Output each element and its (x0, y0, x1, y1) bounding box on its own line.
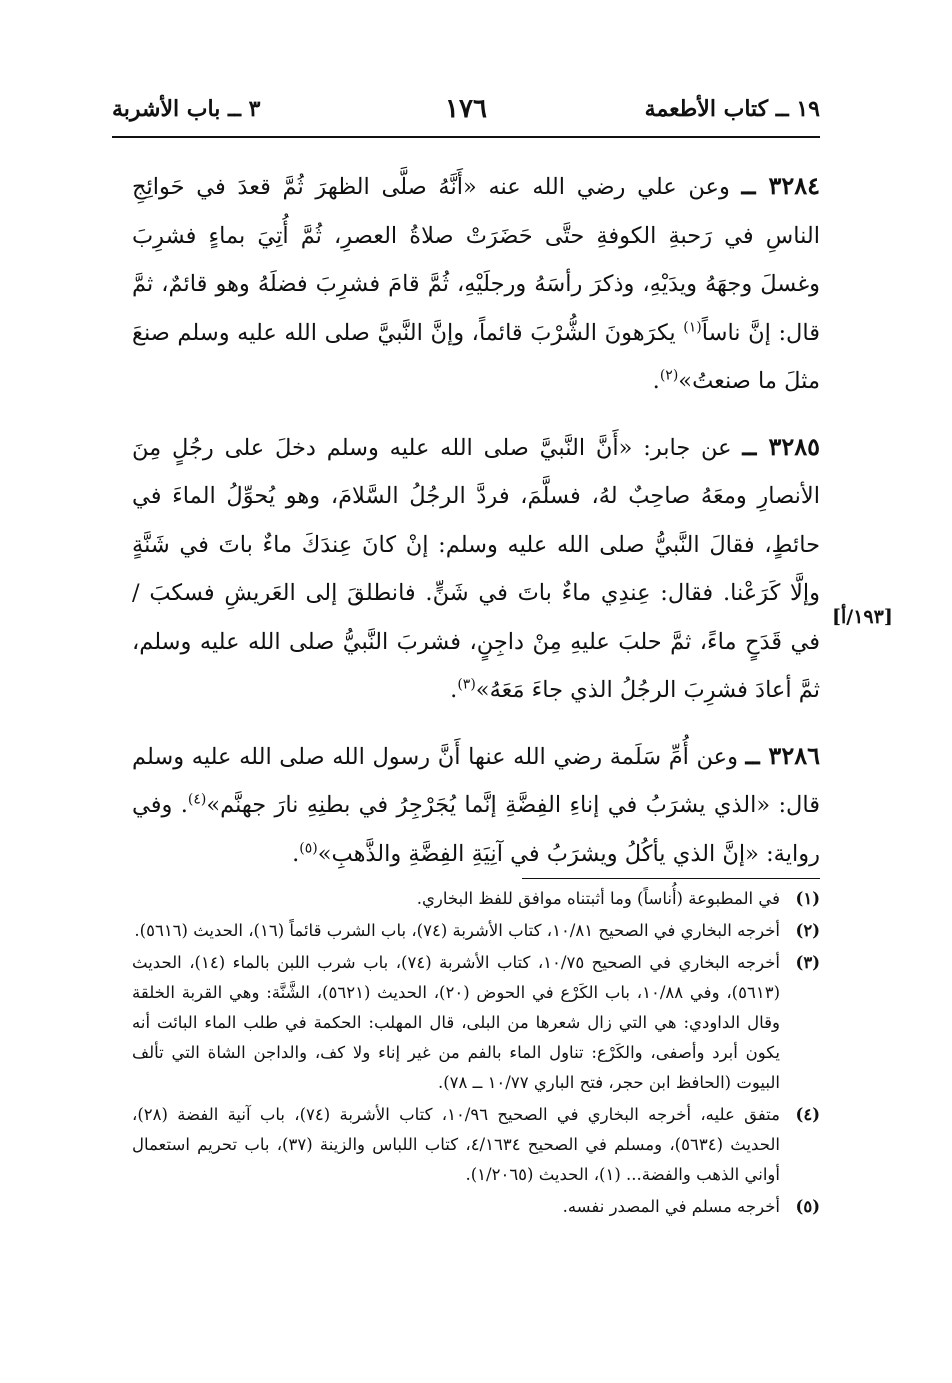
hadith-number: ٣٢٨٦ ــ (745, 740, 820, 770)
footnote-text: أخرجه البخاري في الصحيح ١٠/٧٥، كتاب الأشربة (٧٤)، باب شرب اللبن بالماء (١٤)، الحديث (٥٦١٣)، وفي ١٠/٨٨، باب الكَرْع في الحوض (٢٠)، الحديث (٥٦٢١)، الشَّنَّة: وهي القربة الخلقة وقال الداودي: هي التي زال شعرها من البلى، قال المهلب: الحكمة في طلب الماء البائت أنه يكون أبرد وأصفى، والكَرْع: تناول الماء بالفم من غير إناء ولا كف، والداجن الشاة التي تألف البيوت (الحافظ ابن حجر، فتح الباري ١٠/٧٧ ــ ٧٨). (132, 953, 781, 1092)
footnote (132, 916, 820, 946)
footnote-text: متفق عليه، أخرجه البخاري في الصحيح ١٠/٩٦، كتاب الأشربة (٧٤)، باب آنية الفضة (٢٨)، الحديث (٥٦٣٤)، ومسلم في الصحيح ٤/١٦٣٤، كتاب اللباس والزينة (٣٧)، باب تحريم استعمال أواني الذهب والفضة... (١)، الحديث (١/٢٠٦٥). (132, 1105, 780, 1184)
manuscript-folio-note: [١٩٣/أ] (832, 606, 893, 628)
footnote-number: (٢) (795, 921, 820, 940)
hadith-end: . (450, 677, 458, 703)
footnote (132, 884, 820, 914)
footnote-marker: (٥) (299, 840, 318, 856)
hadith-text-continued: . وفي رواية: «إنَّ الذي يأكُلُ ويشرَبُ في آنِيَةِ الفِضَّةِ والذَّهبِ» (132, 792, 820, 867)
hadith-3284 (132, 162, 820, 406)
footnote-marker: (٢) (659, 367, 679, 384)
hadith-end: . (652, 368, 660, 394)
running-header (112, 92, 820, 136)
footnote-number: (١) (795, 889, 820, 908)
hadith-3285 (132, 423, 820, 715)
footnote-marker: (٤) (187, 791, 207, 808)
page-number: ١٧٦ (445, 94, 487, 124)
footnote-text: في المطبوعة (أُناساً) وما أثبتناه موافق للفظ البخاري. (416, 889, 780, 908)
footnote-text: أخرجه مسلم في المصدر نفسه. (562, 1197, 780, 1216)
footnote-number: (٣) (795, 953, 820, 972)
footnote-marker: (١) (683, 319, 702, 335)
hadith-end: . (292, 840, 300, 867)
footnotes (132, 884, 820, 1224)
hadith-text: وعن علي رضي الله عنه «أَنَّهُ صلَّى الظهرَ ثُمَّ قعدَ في حَوائِجِ الناسِ في رَحبةِ الكوفةِ حتَّى حَضَرَتْ صلاةُ العصرِ، ثُمَّ أُتِيَ بماءٍ فشرِبَ وغسلَ وجهَهُ ويدَيْهِ، وذكرَ رأسَهُ ورجلَيْهِ، ثُمَّ قامَ فشرِبَ فضلَهُ وهو قائمٌ، ثمَّ قال: إنَّ ناساً (132, 174, 820, 346)
hadith-3286 (132, 732, 820, 879)
hadith-text-continued: يكرَهونَ الشُّرْبَ قائماً، وإنَّ النَّبيَّ صلى الله عليه وسلم صنعَ مثلَ ما صنعتُ» (132, 319, 820, 394)
header-divider (112, 136, 820, 138)
hadith-number: ٣٢٨٥ ــ (742, 431, 821, 461)
footnote (132, 1100, 820, 1190)
main-text (132, 162, 820, 895)
section-title: ٣ ــ باب الأشربة (112, 96, 261, 122)
hadith-number: ٣٢٨٤ ــ (741, 171, 821, 200)
footnote-number: (٥) (795, 1197, 820, 1216)
chapter-title: ١٩ ــ كتاب الأطعمة (644, 96, 820, 122)
footnote (132, 1192, 820, 1222)
hadith-text: وعن أُمِّ سَلَمة رضي الله عنها أَنَّ رسول الله صلى الله عليه وسلم قال: «الذي يشرَبُ في إناءِ الفِضَّةِ إنَّما يُجَرْجِرُ في بطنِهِ نارَ جهنَّم» (132, 743, 820, 818)
footnote-number: (٤) (795, 1105, 820, 1124)
footnote-marker: (٣) (457, 676, 476, 693)
footnote-divider (522, 878, 820, 879)
footnote-text: أخرجه البخاري في الصحيح ١٠/٨١، كتاب الأشربة (٧٤)، باب الشرب قائماً (١٦)، الحديث (٥٦١٦). (134, 921, 780, 940)
footnote (132, 948, 820, 1098)
hadith-text: عن جابر: «أَنَّ النَّبيَّ صلى الله عليه وسلم دخلَ على رجُلٍ مِنَ الأنصارِ ومعَهُ صاحِبٌ لهُ، فسلَّمَ، فردَّ الرجُلُ السَّلامَ، وهو يُحوِّلُ الماءَ في حائطٍ، فقالَ النَّبيُّ صلى الله عليه وسلم: إنْ كانَ عِندَكَ ماءٌ باتَ في شَنَّةٍ وإلَّا كَرَعْنا. فقال: عِندِي ماءٌ باتَ في شَنٍّ. فانطلقَ إلى العَريشِ فسكبَ / في قَدَحٍ ماءً، ثمَّ حلبَ عليهِ مِنْ داجِنٍ، فشربَ النَّبيُّ صلى الله عليه وسلم، ثمَّ أعادَ فشرِبَ الرجُلُ الذي جاءَ مَعَهُ» (132, 434, 820, 703)
